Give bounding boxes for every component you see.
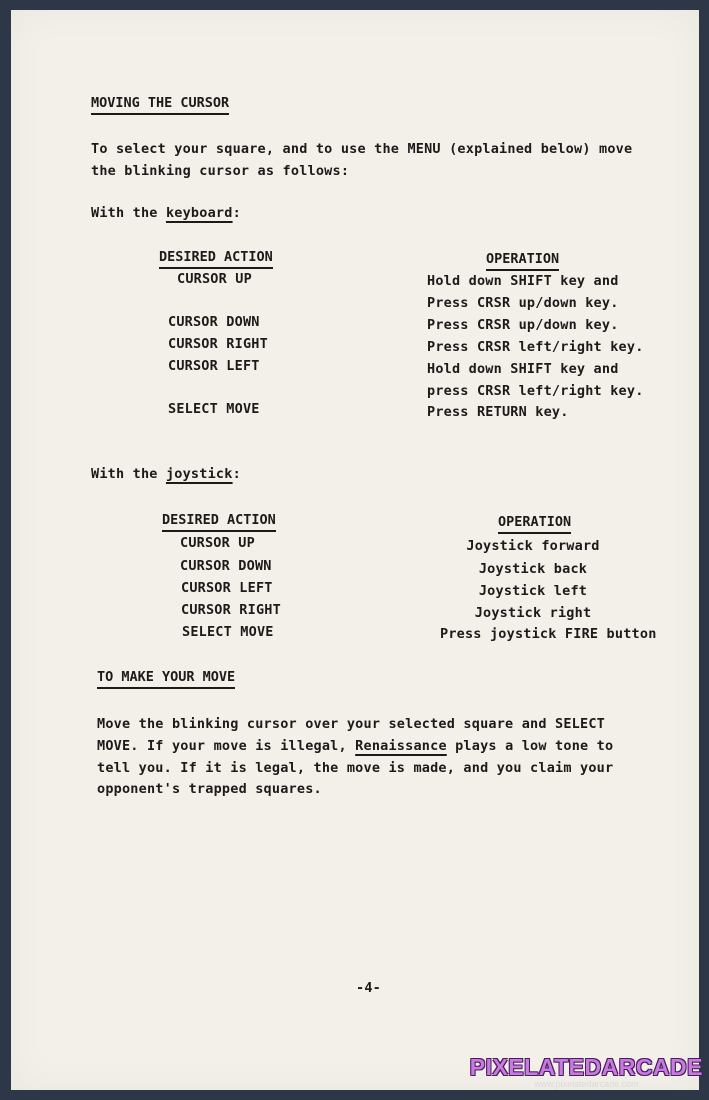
joystick-word: joystick [165,466,233,482]
joystick-operation: Press joystick FIRE button [440,626,657,642]
move-line-2-end: plays a low tone to [446,738,614,754]
joystick-action: CURSOR UP [180,535,255,551]
keyboard-operation: Hold down SHIFT key and [427,361,619,377]
move-line-4: opponent's trapped squares. [97,781,322,797]
joystick-action: CURSOR LEFT [181,580,273,596]
heading-moving-the-cursor: MOVING THE CURSOR [91,95,229,115]
joystick-prefix: With the [91,466,166,482]
move-line-3: tell you. If it is legal, the move is made, and you claim your [97,760,614,776]
page-number: -4- [356,980,381,996]
keyboard-action: CURSOR DOWN [168,314,260,330]
joystick-operation: Joystick left [478,583,588,599]
joystick-operation: Joystick back [478,561,588,577]
joystick-col-operation: OPERATION [498,514,571,534]
watermark-logo: PIXELATEDARCADE [469,1054,703,1080]
keyboard-action: SELECT MOVE [168,401,260,417]
move-line-2 [97,738,613,754]
move-line-2-start: MOVE. If your move is illegal, [97,738,356,754]
keyboard-action: CURSOR RIGHT [168,336,268,352]
keyboard-operation: Press CRSR up/down key. [427,295,619,311]
keyboard-col-action: DESIRED ACTION [159,249,273,269]
joystick-col-action: DESIRED ACTION [162,512,276,532]
keyboard-action: CURSOR UP [177,271,252,287]
keyboard-operation: Press RETURN key. [427,404,569,420]
game-title: Renaissance [355,738,447,754]
keyboard-suffix: : [232,205,241,221]
keyboard-operation: Press CRSR up/down key. [427,317,619,333]
keyboard-intro [91,205,241,221]
joystick-operation: Joystick forward [466,538,600,554]
watermark [470,1055,703,1090]
joystick-operation: Joystick right [474,605,592,621]
keyboard-action: CURSOR LEFT [168,358,260,374]
joystick-action: CURSOR RIGHT [181,602,281,618]
joystick-intro [91,466,241,482]
intro-line-1: To select your square, and to use the MENU (explained below) move [91,141,633,157]
move-line-1: Move the blinking cursor over your selected square and SELECT [97,716,605,732]
keyboard-operation: press CRSR left/right key. [427,383,644,399]
intro-line-2: the blinking cursor as follows: [91,163,350,179]
keyboard-operation: Hold down SHIFT key and [427,273,619,289]
joystick-action: CURSOR DOWN [180,558,272,574]
manual-page [11,10,699,1090]
joystick-suffix: : [232,466,241,482]
watermark-url: www.pixelatedarcade.com [534,1079,639,1089]
joystick-action: SELECT MOVE [182,624,274,640]
keyboard-word: keyboard [165,205,233,221]
keyboard-col-operation: OPERATION [486,251,559,271]
keyboard-operation: Press CRSR left/right key. [427,339,644,355]
keyboard-prefix: With the [91,205,166,221]
heading-to-make-your-move: TO MAKE YOUR MOVE [97,669,235,689]
